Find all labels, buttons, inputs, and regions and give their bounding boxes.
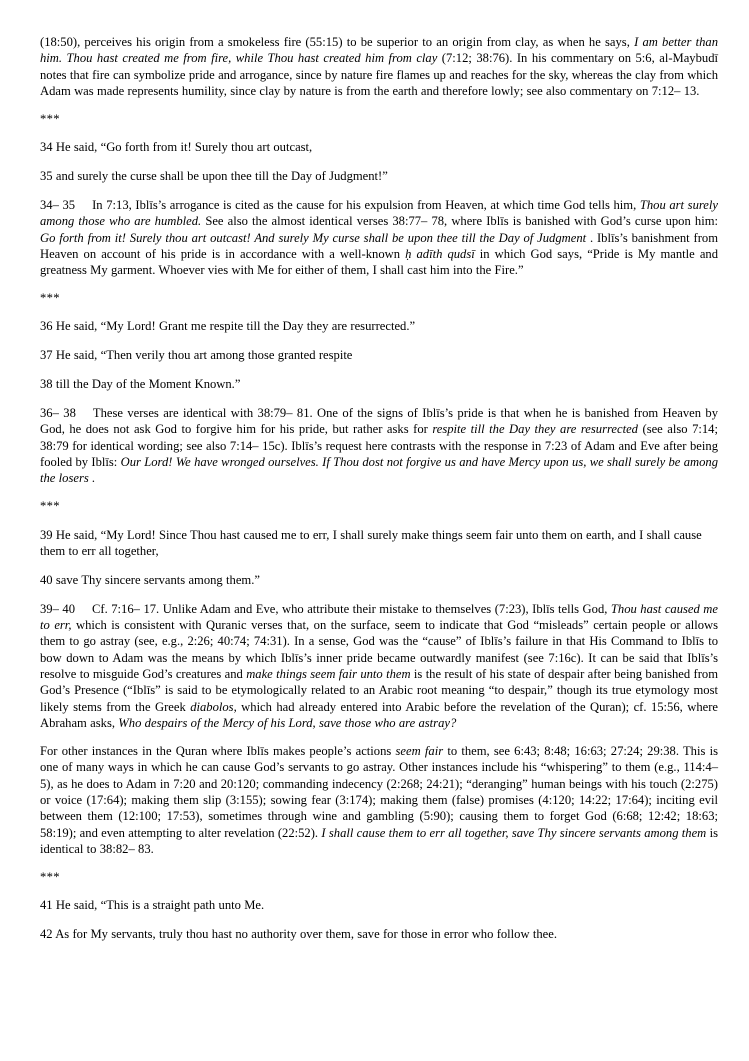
quoted-scripture-text: Who despairs of the Mercy of his Lord, save those who are astray? [118,716,457,730]
body-text: in which God says, “Pride is My mantle and greatness My garment. Whoever vies with Me for either of them, I shall cast him into the Fire.” [40,246,719,278]
quoted-scripture-text: make things seem fair unto them [246,666,411,681]
verse-line [40,897,718,913]
page-text-column [40,34,718,942]
verse-line [40,318,718,334]
body-text: *** [40,111,60,126]
body-text: (7:12; 38:76). In his commentary on 5:6, al-Maybudī notes that fire can symbolize pride and arrogance, since by nature fire flames up and reaches for the sky, whereas the clay from which Adam was made represents humility, since clay by nature is from the earth and therefore lowly; see also commentary on 7:12– 13. [40,51,718,99]
body-text: 39 He said, “My Lord! Since Thou hast caused me to err, I shall surely make things seem fair unto them on earth, and I shall cause them to err all together, [40,527,702,558]
body-text: *** [40,869,60,884]
body-text: is the result of his state of despair after being banished from God’s Presence (“Iblīs” is said to be etymologically related to an Arabic root meaning “to despair,” though its true etymology most likely stems from the Greek [40,666,719,714]
verse-line [40,168,718,184]
commentary-paragraph [40,405,718,487]
verse-line [40,376,718,392]
quoted-scripture-text: Our Lord! We have wronged ourselves. If Thou dost not forgive us and have Mercy upon us, we shall surely be among the losers . [40,455,718,486]
section-separator [40,290,718,306]
body-text: These verses are identical with 38:79– 81. One of the signs of Iblīs’s pride is that when he is banished from Heaven by God, he does not ask God to forgive him for his pride, but rather asks for [40,406,718,437]
body-text: to them, see 6:43; 8:48; 16:63; 27:24; 29:38. This is one of many ways in which he can cause God’s servants to go astray. Other instances include his “whispering” to them (e.g., 114:4– 5), as he does to Adam in 7:20 and 20:120; commanding indecency (2:268; 24:21); “deranging” human beings with his touch (2:275) or voice (17:64); making them slip (3:155); sowing fear (3:174); making them (false) promises (4:120; 14:22; 17:64); inciting evil between them (12:100; 17:53), sometimes through wine and gambling (5:90); causing them to forget God (6:68; 12:42; 18:63; 58:19); and even attempting to alter revelation (22:52). [40,743,718,840]
quoted-scripture-text: Thou hast caused me to err, [40,601,718,632]
body-text: which is consistent with Quranic verses that, on the surface, seem to indicate that God “misleads” certain people or allows them to go astray (see, e.g., 2:26; 40:74; 74:31). In a sense, God was the “cause” of Iblīs’s failure in that His Command to Iblīs to bow down to Adam was the means by which Iblīs’s inner pride became outwardly manifest (see 7:16c). It can be said that Iblīs’s resolve to misguide God’s creatures and [40,617,718,681]
verse-line [40,139,718,155]
commentary-paragraph [40,601,718,732]
body-text: *** [40,291,60,306]
verse-line [40,926,718,942]
verse-line [40,527,718,560]
quoted-scripture-text: seem fair [395,743,444,758]
body-text: which had already entered into Arabic before the revelation of the Quran); cf. 15:56, where Abraham asks, [40,699,718,730]
body-text: 34 He said, “Go forth from it! Surely thou art outcast, [40,140,313,155]
verse-line [40,347,718,363]
commentary-paragraph [40,197,718,279]
commentary-paragraph [40,743,718,857]
body-text: 40 save Thy sincere servants among them.” [40,572,260,587]
section-separator [40,869,718,885]
quoted-scripture-text: I shall cause them to err all together, save Thy sincere servants among them [321,825,707,840]
quoted-scripture-text: Go forth from it! Surely thou art outcast! And surely My curse shall be upon thee till the Day of Judgment [40,230,587,245]
body-text: In 7:13, Iblīs’s arrogance is cited as the cause for his expulsion from Heaven, at which time God tells him, [92,197,640,212]
body-text: is identical to 38:82– 83. [40,825,718,856]
verse-line [40,572,718,588]
section-separator [40,111,718,127]
quoted-scripture-text: ḥ adīth qudsī [405,246,475,261]
commentary-paragraph [40,34,718,99]
body-text: (18:50), perceives his origin from a smokeless fire (55:15) to be superior to an origin from clay, as when he says, [40,35,635,49]
body-text: Cf. 7:16– 17. Unlike Adam and Eve, who attribute their mistake to themselves (7:23), Iblīs tells God, [92,601,611,616]
quoted-scripture-text: Thou art surely among those who are humbled. [40,197,718,229]
body-text: 35 and surely the curse shall be upon thee till the Day of Judgment!” [40,169,388,184]
body-text: 37 He said, “Then verily thou art among those granted respite [40,348,353,363]
body-text: 42 As for My servants, truly thou hast no authority over them, save for those in error who follow thee. [40,926,557,941]
verse-range-marker: 39– 40 [40,601,75,616]
section-separator [40,498,718,514]
quoted-scripture-text: diabolos, [190,699,237,714]
body-text: See also the almost identical verses 38:77– 78, where Iblīs is banished with God’s curse upon him: [201,214,718,229]
body-text: For other instances in the Quran where Iblīs makes people’s actions [40,743,396,758]
verse-range-marker: 36– 38 [40,406,76,420]
quoted-scripture-text: I am better than him. Thou hast created me from fire, while Thou hast created him from clay [40,35,719,66]
body-text: . Iblīs’s banishment from Heaven on account of his pride is in accordance with a well-known [40,230,718,261]
verse-range-marker: 34– 35 [40,197,76,212]
body-text: 38 till the Day of the Moment Known.” [40,377,241,392]
body-text: (see also 7:14; 38:79 for identical wording; see also 7:14– 15c). Iblīs’s request here contrasts with the response in 7:23 of Adam and Eve after being fooled by Iblīs: [40,422,718,470]
quoted-scripture-text: respite till the Day they are resurrected [432,422,638,437]
body-text: *** [40,499,60,514]
body-text: 41 He said, “This is a straight path unto Me. [40,898,265,913]
body-text: 36 He said, “My Lord! Grant me respite till the Day they are resurrected.” [40,319,416,334]
